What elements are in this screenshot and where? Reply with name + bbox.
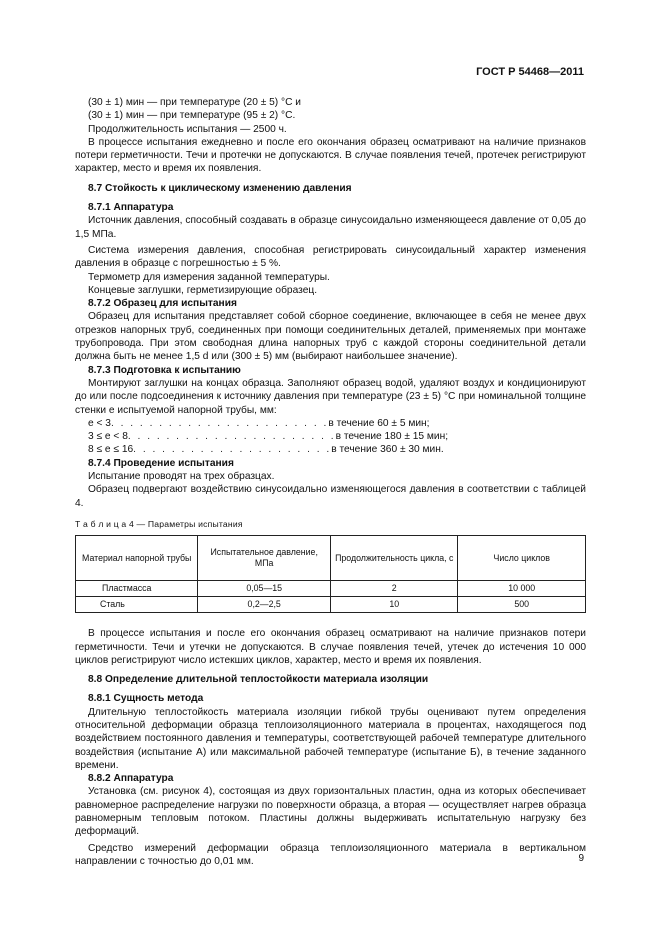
subsection-heading-8-8-2: 8.8.2 Аппаратура <box>88 773 174 785</box>
condition-range: e < 3 <box>88 417 111 429</box>
condition-row <box>75 443 444 456</box>
table-cell: 500 <box>458 597 586 613</box>
table-cell: 0,05—15 <box>198 581 331 597</box>
table-header-cell: Продолжительность цикла, с <box>330 536 458 581</box>
table-header-cell: Число циклов <box>458 536 586 581</box>
paragraph: Монтируют заглушки на концах образца. Заполняют образец водой, удаляют воздух и кондиционируют до или после подсоединения к источнику давления при температуре (23 ± 5) °С при номинальной толщине стенки e испытуемой напорной трубы, мм: <box>75 377 586 416</box>
paragraph: Средство измерений деформации образца теплоизоляционного материала в вертикальном направлении с точностью до 0,01 мм. <box>75 842 586 867</box>
condition-range: 8 ≤ e ≤ 16 <box>88 444 134 456</box>
paragraph: Образец подвергают воздействию синусоидально изменяющегося давления в соответствии с таблицей 4. <box>75 484 586 509</box>
subsection-heading-8-8-1: 8.8.1 Сущность метода <box>88 693 204 705</box>
table-cell: 2 <box>330 581 458 597</box>
table-cell: 0,2—2,5 <box>198 597 331 613</box>
condition-time: в течение 180 ± 15 мин; <box>335 431 449 443</box>
section-heading-8-8: 8.8 Определение длительной теплостойкости материала изоляции <box>88 674 429 686</box>
section-heading-8-7: 8.7 Стойкость к циклическому изменению давления <box>88 182 352 194</box>
paragraph: В процессе испытания ежедневно и после его окончания образец осматривают на наличие признаков потери герметичности. Течи и протечки не допускаются. В случае появления течей, протечек регистрируют характер, место и время их появления. <box>75 136 586 175</box>
table-cell: Сталь <box>76 597 198 613</box>
paragraph: Источник давления, способный создавать в образце синусоидально изменяющееся давление от 0,05 до 1,5 МПа. <box>75 215 586 240</box>
paragraph: Установка (см. рисунок 4), состоящая из двух горизонтальных пластин, одна из которых обеспечивает равномерное распределение нагрузки по поверхности образца, а вторая — осуществляет нагрев образца равномерным тепловым потоком. Пластины должны выдерживать испытательную нагрузку без деформаций. <box>75 786 586 838</box>
paragraph: В процессе испытания и после его окончания образец осматривают на наличие признаков потери герметичности. Течи и утечки не допускаются. В случае появления течей, утечек до истечения 10 000 циклов регистрируют число истекших циклов, характер, место и время их появления. <box>75 628 586 666</box>
condition-row <box>75 430 449 443</box>
condition-row <box>75 417 430 430</box>
subsection-heading-8-7-1: 8.7.1 Аппаратура <box>88 202 174 214</box>
table-caption: Т а б л и ц а 4 — Параметры испытания <box>75 518 243 529</box>
paragraph: Испытание проводят на трех образцах. <box>88 471 275 483</box>
table-header-cell: Материал напорной трубы <box>76 536 198 581</box>
subsection-heading-8-7-3: 8.7.3 Подготовка к испытанию <box>88 364 241 376</box>
leader-dots: . . . . . . . . . . . . . . . . . . . . . <box>133 444 332 456</box>
paragraph: Система измерения давления, способная регистрировать синусоидальный характер изменения давления в образце с погрешностью ± 5 %. <box>75 244 586 270</box>
paragraph: Термометр для измерения заданной температуры. <box>88 271 330 283</box>
paragraph: Образец для испытания представляет собой сборное соединение, включающее в себя не менее двух отрезков напорных труб, соединенных при помощи соединительных деталей, применяемых при монтаже трубопровода. При этом свободная длина напорных труб с каждой стороны соединительной детали должна быть не менее 1,5 d или (300 ± 5) мм (выбирают наибольшее значение). <box>75 311 586 363</box>
table-cell: 10 000 <box>458 581 586 597</box>
condition-time: в течение 60 ± 5 мин; <box>328 417 430 429</box>
table-header-cell: Испытательное давление, МПа <box>198 536 331 581</box>
subsection-heading-8-7-4: 8.7.4 Проведение испытания <box>88 457 234 469</box>
table-row <box>76 597 586 613</box>
paragraph: Концевые заглушки, герметизирующие образец. <box>88 284 318 296</box>
table-header-row <box>76 536 586 581</box>
leader-dots: . . . . . . . . . . . . . . . . . . . . . . <box>127 431 336 443</box>
paragraph: Длительную теплостойкость материала изоляции гибкой трубы оценивают путем определения относительной деформации образца теплоизоляционного материала в процентах, находящегося под воздействием постоянного давления и температуры, соответствующей рабочей температуре длительного воздействия (испытание А) или максимальной рабочей температуре (испытание Б), в течение заданного времени. <box>75 706 586 771</box>
condition-time: в течение 360 ± 30 мин. <box>331 444 444 456</box>
page-content <box>75 96 586 868</box>
table-cell: 10 <box>330 597 458 613</box>
text-line: Продолжительность испытания — 2500 ч. <box>88 123 287 135</box>
document-header: ГОСТ Р 54468—2011 <box>476 66 584 78</box>
subsection-heading-8-7-2: 8.7.2 Образец для испытания <box>88 298 237 310</box>
page-number: 9 <box>578 853 584 864</box>
text-line: (30 ± 1) мин — при температуре (20 ± 5) °С и <box>88 97 301 108</box>
parameters-table <box>75 535 586 613</box>
table-row <box>76 581 586 597</box>
condition-range: 3 ≤ e < 8 <box>88 431 128 443</box>
table-cell: Пластмасса <box>76 581 198 597</box>
text-line: (30 ± 1) мин — при температуре (95 ± 2) °С. <box>88 110 296 122</box>
leader-dots: . . . . . . . . . . . . . . . . . . . . . . . <box>110 417 329 429</box>
